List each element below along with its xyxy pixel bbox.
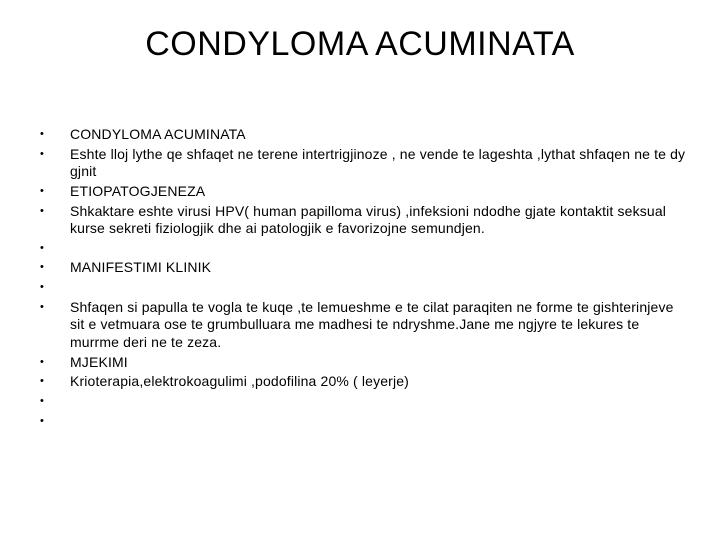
bullet-dot-icon: • [40, 147, 45, 160]
bullet-item [40, 203, 690, 238]
bullet-dot-icon: • [40, 281, 45, 294]
bullet-dot-icon: • [40, 128, 45, 140]
bullet-text: CONDYLOMA ACUMINATA [70, 126, 246, 142]
bullet-dot-icon: • [40, 300, 45, 313]
bullet-item [40, 183, 690, 201]
bullet-item [40, 299, 690, 352]
bullet-item [40, 393, 690, 411]
bullet-item [40, 279, 690, 297]
bullet-text [70, 279, 690, 297]
bullet-item [40, 240, 690, 258]
bullet-item [40, 259, 690, 277]
bullet-item [40, 126, 690, 144]
bullet-text: Eshte lloj lythe qe shfaqet ne terene intertrigjinoze , ne vende te lageshta ,lythat shfaqen ne te dy gjnit [70, 145, 686, 180]
bullet-text [70, 393, 690, 411]
bullet-text: ETIOPATOGJENEZA [70, 182, 206, 199]
bullet-dot-icon: • [40, 204, 45, 217]
bullet-dot-icon: • [40, 241, 45, 254]
bullet-text: Krioterapia,elektrokoagulimi ,podofilina 20% ( leyerje) [70, 373, 409, 390]
bullet-text [70, 240, 690, 258]
bullet-dot-icon: • [40, 375, 45, 388]
bullet-dot-icon: • [40, 414, 45, 427]
bullet-item [40, 413, 690, 431]
slide-title: CONDYLOMA ACUMINATA [145, 25, 575, 63]
bullet-text: Shkaktare eshte virusi HPV( human papilloma virus) ,infeksioni ndodhe gjate kontaktit seksual kurse sekreti fiziologjik dhe ai patologjik e favorizojne semundjen. [70, 202, 667, 237]
bullet-item [40, 146, 690, 181]
bullet-text: MJEKIMI [70, 353, 128, 370]
bullet-text [70, 413, 690, 431]
bullet-list [40, 126, 690, 432]
bullet-dot-icon: • [40, 355, 45, 368]
bullet-dot-icon: • [40, 184, 45, 197]
bullet-text: Shfaqen si papulla te vogla te kuqe ,te lemueshme e te cilat paraqiten ne forme te gishterinjeve sit e vetmuara ose te grumbulluara me madhesi te ndryshme.Jane me ngjyre te lekures te murrme deri ne te zeza. [70, 298, 674, 350]
bullet-item [40, 354, 690, 372]
bullet-text: MANIFESTIMI KLINIK [70, 259, 212, 276]
bullet-dot-icon: • [40, 261, 45, 274]
bullet-dot-icon: • [40, 394, 45, 407]
bullet-item [40, 373, 690, 391]
